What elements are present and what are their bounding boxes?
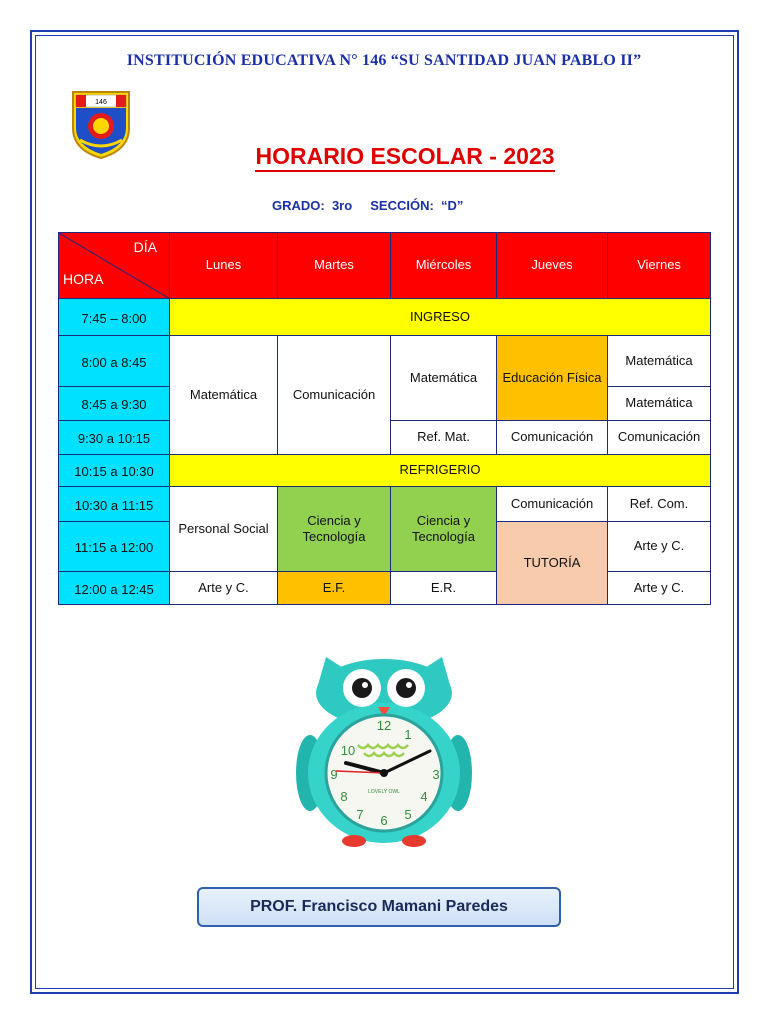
- martes-ef: E.F.: [278, 572, 391, 605]
- martes-comunicacion: Comunicación: [278, 336, 391, 455]
- viernes-matematica-1: Matemática: [608, 336, 711, 387]
- svg-text:9: 9: [330, 767, 338, 782]
- jueves-comunicacion: Comunicación: [497, 421, 608, 455]
- viernes-matematica-2: Matemática: [608, 387, 711, 421]
- svg-text:8: 8: [340, 789, 348, 804]
- section-label: SECCIÓN:: [370, 198, 434, 213]
- corner-hour-label: HORA: [63, 270, 104, 287]
- svg-text:7: 7: [356, 807, 364, 822]
- owl-clock-image: [296, 655, 472, 855]
- miercoles-ref-mat: Ref. Mat.: [391, 421, 497, 455]
- day-header-viernes: Viernes: [608, 233, 711, 299]
- svg-text:10: 10: [340, 743, 356, 758]
- svg-text:5: 5: [404, 807, 412, 822]
- svg-text:3: 3: [432, 767, 440, 782]
- hour-cell: 7:45 – 8:00: [59, 299, 170, 336]
- schedule-table: [58, 232, 711, 605]
- grade-label: GRADO:: [272, 198, 325, 213]
- table-row: [59, 455, 711, 487]
- institution-name: INSTITUCIÓN EDUCATIVA N° 146 “SU SANTIDAD JUAN PABLO II”: [126, 52, 642, 69]
- school-shield-logo: [70, 88, 132, 160]
- section-value: “D”: [441, 198, 464, 213]
- svg-text:4: 4: [420, 789, 428, 804]
- shield-number: 146: [95, 99, 107, 106]
- table-row: [59, 336, 711, 387]
- day-header-lunes: Lunes: [170, 233, 278, 299]
- clock-brand: LOVELY OWL: [368, 789, 400, 795]
- miercoles-er: E.R.: [391, 572, 497, 605]
- hour-cell: 12:00 a 12:45: [59, 572, 170, 605]
- schedule-title: HORARIO ESCOLAR - 2023: [200, 143, 610, 170]
- viernes-arte-1: Arte y C.: [608, 522, 711, 572]
- table-header-row: [59, 233, 711, 299]
- jueves-comunicacion-2: Comunicación: [497, 487, 608, 522]
- hour-cell: 8:45 a 9:30: [59, 387, 170, 421]
- hour-cell: 11:15 a 12:00: [59, 522, 170, 572]
- lunes-personal-social: Personal Social: [170, 487, 278, 572]
- grade-section-line: [272, 198, 463, 213]
- day-header-martes: Martes: [278, 233, 391, 299]
- hour-cell: 10:15 a 10:30: [59, 455, 170, 487]
- table-row: [59, 487, 711, 522]
- martes-ciencia-tecnologia: Ciencia y Tecnología: [278, 487, 391, 572]
- corner-day-label: DÍA: [133, 239, 157, 255]
- viernes-ref-com: Ref. Com.: [608, 487, 711, 522]
- miercoles-matematica: Matemática: [391, 336, 497, 421]
- table-row: [59, 572, 711, 605]
- lunes-matematica: Matemática: [170, 336, 278, 455]
- hour-cell: 10:30 a 11:15: [59, 487, 170, 522]
- teacher-name-box: PROF. Francisco Mamani Paredes: [197, 887, 561, 927]
- day-header-miercoles: Miércoles: [391, 233, 497, 299]
- table-row: [59, 299, 711, 336]
- corner-cell: [59, 233, 170, 299]
- miercoles-ciencia-tecnologia: Ciencia y Tecnología: [391, 487, 497, 572]
- viernes-arte-2: Arte y C.: [608, 572, 711, 605]
- grade-value: 3ro: [331, 198, 353, 213]
- lunes-arte: Arte y C.: [170, 572, 278, 605]
- jueves-tutoria: TUTORÍA: [497, 522, 608, 605]
- svg-text:12: 12: [376, 718, 392, 733]
- day-header-jueves: Jueves: [497, 233, 608, 299]
- hour-cell: 9:30 a 10:15: [59, 421, 170, 455]
- hour-cell: 8:00 a 8:45: [59, 336, 170, 387]
- refrigerio-cell: REFRIGERIO: [170, 455, 711, 487]
- svg-text:6: 6: [380, 813, 388, 828]
- jueves-educacion-fisica: Educación Física: [497, 336, 608, 421]
- viernes-comunicacion: Comunicación: [608, 421, 711, 455]
- svg-text:1: 1: [404, 727, 412, 742]
- ingreso-cell: INGRESO: [170, 299, 711, 336]
